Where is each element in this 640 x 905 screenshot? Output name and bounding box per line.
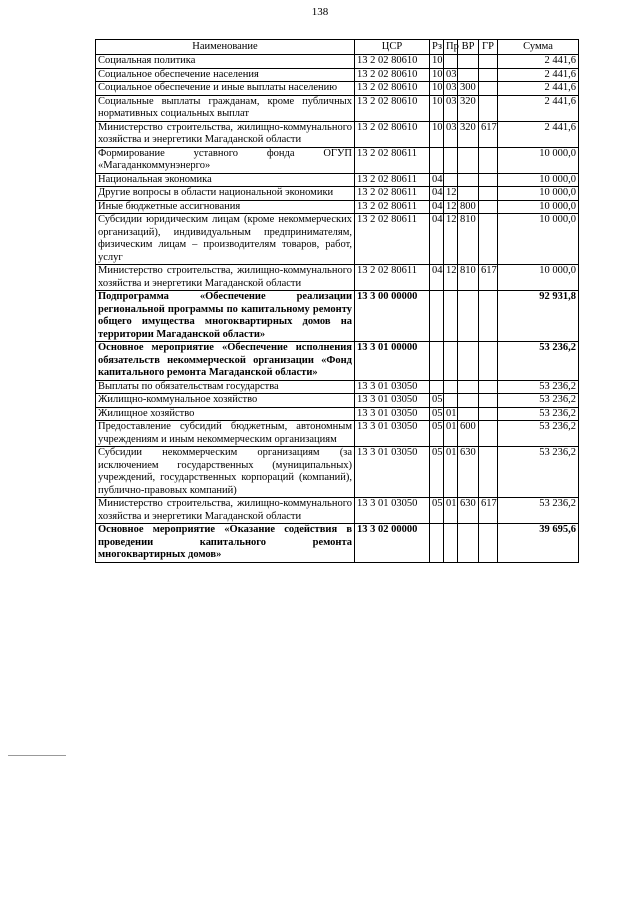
cell-vr: 630: [458, 447, 479, 498]
cell-csr: 13 2 02 80610: [355, 121, 430, 147]
cell-pr: 03: [444, 82, 458, 96]
table-row: [96, 498, 579, 524]
cell-gr: 617: [479, 121, 498, 147]
cell-vr: [458, 394, 479, 408]
cell-name: Национальная экономика: [96, 173, 355, 187]
cell-sum: 2 441,6: [498, 121, 579, 147]
table-row: [96, 524, 579, 563]
cell-gr: 617: [479, 498, 498, 524]
header-name: Наименование: [96, 40, 355, 55]
cell-vr: [458, 187, 479, 201]
cell-sum: 53 236,2: [498, 380, 579, 394]
header-rz: Рз: [430, 40, 444, 55]
cell-gr: [479, 214, 498, 265]
cell-rz: 05: [430, 394, 444, 408]
table-header-row: [96, 40, 579, 55]
header-sum: Сумма: [498, 40, 579, 55]
cell-rz: 10: [430, 55, 444, 69]
cell-pr: 01: [444, 447, 458, 498]
cell-csr: 13 2 02 80610: [355, 68, 430, 82]
cell-gr: [479, 524, 498, 563]
table-body: [96, 55, 579, 563]
cell-gr: [479, 200, 498, 214]
cell-pr: [444, 55, 458, 69]
cell-csr: 13 2 02 80611: [355, 200, 430, 214]
cell-gr: [479, 173, 498, 187]
cell-pr: [444, 524, 458, 563]
cell-sum: 39 695,6: [498, 524, 579, 563]
cell-name: Субсидии юридическим лицам (кроме некоммерческих организаций), индивидуальным предпринимателям, физическим лицам – производителям товаров, работ, услуг: [96, 214, 355, 265]
cell-sum: 53 236,2: [498, 342, 579, 381]
cell-csr: 13 3 01 03050: [355, 394, 430, 408]
cell-vr: [458, 173, 479, 187]
cell-rz: 04: [430, 200, 444, 214]
cell-vr: [458, 407, 479, 421]
cell-sum: 2 441,6: [498, 95, 579, 121]
cell-sum: 53 236,2: [498, 394, 579, 408]
table-row: [96, 291, 579, 342]
table-row: [96, 265, 579, 291]
cell-rz: [430, 147, 444, 173]
cell-name: Социальная политика: [96, 55, 355, 69]
cell-rz: 10: [430, 121, 444, 147]
cell-name: Основное мероприятие «Оказание содействия в проведении капитального ремонта многоквартирных домов»: [96, 524, 355, 563]
cell-name: Социальное обеспечение и иные выплаты населению: [96, 82, 355, 96]
cell-pr: 01: [444, 421, 458, 447]
cell-gr: [479, 187, 498, 201]
cell-csr: 13 2 02 80611: [355, 265, 430, 291]
cell-rz: 05: [430, 498, 444, 524]
cell-vr: [458, 342, 479, 381]
cell-name: Предоставление субсидий бюджетным, автономным учреждениям и иным некоммерческим организациям: [96, 421, 355, 447]
cell-vr: 600: [458, 421, 479, 447]
cell-vr: 630: [458, 498, 479, 524]
cell-vr: [458, 147, 479, 173]
table-row: [96, 380, 579, 394]
cell-vr: 320: [458, 121, 479, 147]
footnote-divider: [8, 755, 66, 756]
cell-csr: 13 3 01 03050: [355, 498, 430, 524]
cell-pr: 03: [444, 95, 458, 121]
cell-pr: 12: [444, 187, 458, 201]
cell-name: Формирование уставного фонда ОГУП «Магаданкоммунэнерго»: [96, 147, 355, 173]
cell-csr: 13 3 02 00000: [355, 524, 430, 563]
cell-csr: 13 2 02 80611: [355, 214, 430, 265]
cell-name: Жилищное хозяйство: [96, 407, 355, 421]
cell-sum: 10 000,0: [498, 147, 579, 173]
table-row: [96, 447, 579, 498]
table-row: [96, 82, 579, 96]
header-csr: ЦСР: [355, 40, 430, 55]
cell-pr: 03: [444, 121, 458, 147]
cell-csr: 13 3 01 03050: [355, 447, 430, 498]
table-row: [96, 394, 579, 408]
cell-pr: [444, 173, 458, 187]
cell-sum: 53 236,2: [498, 407, 579, 421]
cell-vr: [458, 524, 479, 563]
cell-vr: [458, 291, 479, 342]
cell-csr: 13 3 00 00000: [355, 291, 430, 342]
cell-rz: [430, 342, 444, 381]
cell-csr: 13 3 01 03050: [355, 380, 430, 394]
cell-pr: 12: [444, 214, 458, 265]
cell-vr: [458, 55, 479, 69]
cell-name: Подпрограмма «Обеспечение реализации региональной программы по капитальному ремонту общего имущества многоквартирных домов на территории Магаданской области»: [96, 291, 355, 342]
cell-name: Субсидии некоммерческим организациям (за исключением государственных (муниципальных) учреждений, государственных корпораций (компаний), публично-правовых компаний): [96, 447, 355, 498]
table-row: [96, 187, 579, 201]
cell-rz: 05: [430, 407, 444, 421]
table-row: [96, 200, 579, 214]
cell-name: Другие вопросы в области национальной экономики: [96, 187, 355, 201]
cell-sum: 10 000,0: [498, 187, 579, 201]
cell-sum: 10 000,0: [498, 173, 579, 187]
cell-pr: 12: [444, 200, 458, 214]
header-vr: ВР: [458, 40, 479, 55]
cell-csr: 13 2 02 80610: [355, 82, 430, 96]
cell-sum: 53 236,2: [498, 447, 579, 498]
cell-vr: 800: [458, 200, 479, 214]
cell-gr: [479, 147, 498, 173]
cell-gr: [479, 291, 498, 342]
header-pr: Пр: [444, 40, 458, 55]
table-row: [96, 407, 579, 421]
cell-gr: [479, 421, 498, 447]
table-row: [96, 95, 579, 121]
cell-gr: [479, 55, 498, 69]
cell-gr: [479, 447, 498, 498]
cell-rz: 10: [430, 82, 444, 96]
table-row: [96, 121, 579, 147]
budget-table: [95, 39, 579, 563]
cell-pr: [444, 380, 458, 394]
table-row: [96, 214, 579, 265]
table-row: [96, 173, 579, 187]
table-row: [96, 147, 579, 173]
cell-vr: 300: [458, 82, 479, 96]
cell-csr: 13 3 01 03050: [355, 407, 430, 421]
header-gr: ГР: [479, 40, 498, 55]
cell-csr: 13 2 02 80610: [355, 55, 430, 69]
cell-name: Министерство строительства, жилищно-коммунального хозяйства и энергетики Магаданской области: [96, 498, 355, 524]
cell-csr: 13 3 01 00000: [355, 342, 430, 381]
cell-csr: 13 2 02 80610: [355, 95, 430, 121]
cell-vr: 320: [458, 95, 479, 121]
cell-gr: [479, 82, 498, 96]
cell-name: Выплаты по обязательствам государства: [96, 380, 355, 394]
cell-name: Основное мероприятие «Обеспечение исполнения обязательств некоммерческой организации «Фонд капитального ремонта Магаданской области»: [96, 342, 355, 381]
cell-gr: [479, 95, 498, 121]
cell-csr: 13 2 02 80611: [355, 173, 430, 187]
cell-name: Социальные выплаты гражданам, кроме публичных нормативных социальных выплат: [96, 95, 355, 121]
cell-gr: [479, 394, 498, 408]
table-row: [96, 342, 579, 381]
cell-rz: 04: [430, 173, 444, 187]
cell-rz: 05: [430, 447, 444, 498]
cell-pr: 01: [444, 407, 458, 421]
cell-pr: 01: [444, 498, 458, 524]
cell-vr: 810: [458, 214, 479, 265]
cell-vr: [458, 380, 479, 394]
cell-vr: 810: [458, 265, 479, 291]
cell-gr: [479, 380, 498, 394]
cell-sum: 2 441,6: [498, 82, 579, 96]
cell-rz: [430, 291, 444, 342]
cell-csr: 13 2 02 80611: [355, 147, 430, 173]
cell-rz: 04: [430, 265, 444, 291]
cell-rz: [430, 524, 444, 563]
cell-gr: [479, 342, 498, 381]
table-row: [96, 55, 579, 69]
cell-name: Жилищно-коммунальное хозяйство: [96, 394, 355, 408]
cell-rz: 04: [430, 187, 444, 201]
table-row: [96, 421, 579, 447]
cell-pr: 03: [444, 68, 458, 82]
cell-gr: [479, 68, 498, 82]
cell-csr: 13 2 02 80611: [355, 187, 430, 201]
cell-sum: 2 441,6: [498, 68, 579, 82]
cell-rz: 10: [430, 95, 444, 121]
cell-pr: [444, 291, 458, 342]
page-number: 138: [311, 6, 329, 18]
cell-rz: 04: [430, 214, 444, 265]
cell-rz: [430, 380, 444, 394]
table-row: [96, 68, 579, 82]
cell-sum: 53 236,2: [498, 498, 579, 524]
cell-name: Министерство строительства, жилищно-коммунального хозяйства и энергетики Магаданской области: [96, 121, 355, 147]
cell-name: Социальное обеспечение населения: [96, 68, 355, 82]
cell-rz: 10: [430, 68, 444, 82]
cell-pr: [444, 342, 458, 381]
cell-name: Министерство строительства, жилищно-коммунального хозяйства и энергетики Магаданской области: [96, 265, 355, 291]
cell-sum: 2 441,6: [498, 55, 579, 69]
cell-vr: [458, 68, 479, 82]
cell-name: Иные бюджетные ассигнования: [96, 200, 355, 214]
cell-pr: 12: [444, 265, 458, 291]
cell-sum: 53 236,2: [498, 421, 579, 447]
cell-sum: 10 000,0: [498, 200, 579, 214]
cell-pr: [444, 147, 458, 173]
cell-sum: 92 931,8: [498, 291, 579, 342]
cell-gr: 617: [479, 265, 498, 291]
cell-sum: 10 000,0: [498, 214, 579, 265]
cell-csr: 13 3 01 03050: [355, 421, 430, 447]
cell-gr: [479, 407, 498, 421]
cell-sum: 10 000,0: [498, 265, 579, 291]
cell-rz: 05: [430, 421, 444, 447]
cell-pr: [444, 394, 458, 408]
